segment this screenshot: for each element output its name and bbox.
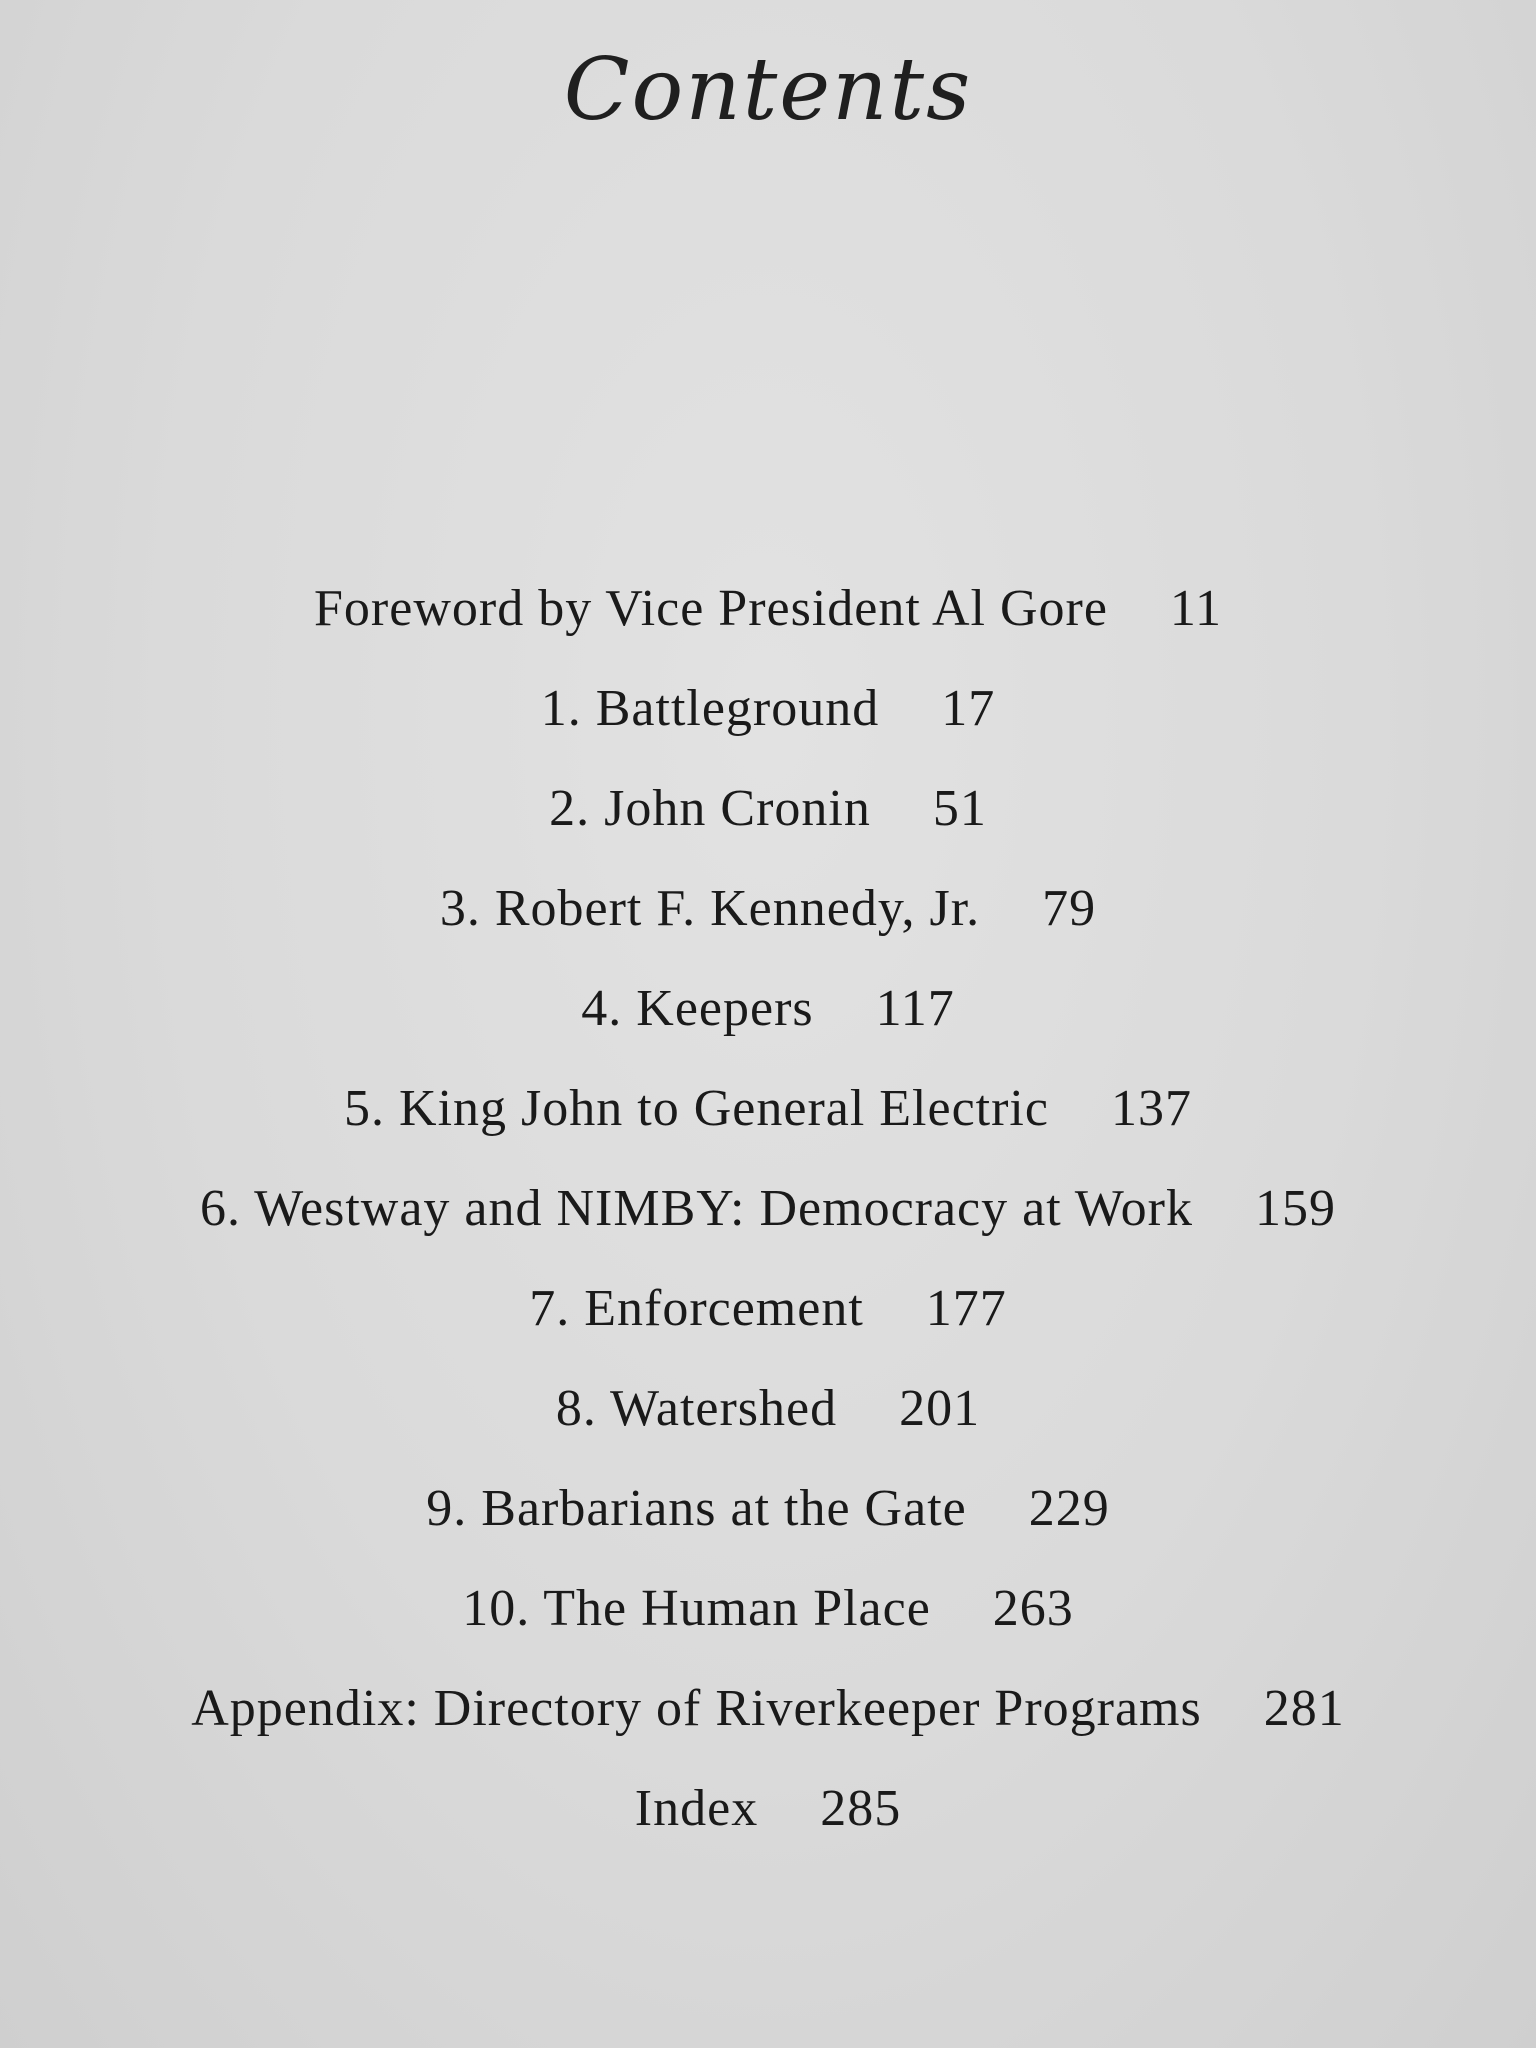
toc-entry-title: 9. Barbarians at the Gate — [426, 1479, 967, 1537]
toc-entry-page-number: 281 — [1263, 1679, 1345, 1737]
toc-entry-chapter-8 — [0, 1358, 1536, 1458]
toc-entry-title: 10. The Human Place — [462, 1579, 931, 1637]
toc-entry-page-number: 51 — [932, 779, 987, 837]
toc-entry-chapter-7 — [0, 1258, 1536, 1358]
toc-entry-page-number: 229 — [1028, 1479, 1110, 1537]
table-of-contents — [0, 558, 1536, 1858]
toc-entry-page-number: 159 — [1254, 1179, 1336, 1237]
toc-entry-chapter-5 — [0, 1058, 1536, 1158]
toc-entry-title: 5. King John to General Electric — [344, 1079, 1049, 1137]
toc-entry-page-number: 79 — [1042, 879, 1097, 937]
toc-entry-title: 8. Watershed — [555, 1379, 838, 1437]
toc-entry-page-number: 285 — [820, 1779, 902, 1837]
toc-entry-title: Index — [634, 1779, 759, 1837]
toc-entry-appendix — [0, 1658, 1536, 1758]
toc-entry-page-number: 201 — [899, 1379, 981, 1437]
toc-entry-chapter-10 — [0, 1558, 1536, 1658]
toc-entry-page-number: 177 — [925, 1279, 1007, 1337]
toc-entry-chapter-1 — [0, 658, 1536, 758]
toc-entry-foreword — [0, 558, 1536, 658]
toc-entry-page-number: 17 — [941, 679, 996, 737]
toc-entry-title: 2. John Cronin — [549, 779, 871, 837]
toc-entry-chapter-2 — [0, 758, 1536, 858]
toc-entry-title: 6. Westway and NIMBY: Democracy at Work — [200, 1179, 1193, 1237]
toc-entry-chapter-3 — [0, 858, 1536, 958]
toc-entry-index — [0, 1758, 1536, 1858]
toc-entry-page-number: 137 — [1110, 1079, 1192, 1137]
toc-entry-title: 3. Robert F. Kennedy, Jr. — [439, 879, 981, 937]
toc-entry-chapter-6 — [0, 1158, 1536, 1258]
toc-entry-title: 4. Keepers — [581, 979, 814, 1037]
toc-entry-chapter-9 — [0, 1458, 1536, 1558]
toc-entry-page-number: 11 — [1169, 579, 1222, 637]
toc-entry-title: 7. Enforcement — [529, 1279, 864, 1337]
toc-entry-page-number: 263 — [992, 1579, 1074, 1637]
toc-entry-chapter-4 — [0, 958, 1536, 1058]
page-title: Contents — [563, 40, 973, 140]
toc-entry-title: Foreword by Vice President Al Gore — [314, 579, 1108, 637]
toc-entry-page-number: 117 — [875, 979, 955, 1037]
toc-entry-title: Appendix: Directory of Riverkeeper Programs — [191, 1679, 1202, 1737]
toc-entry-title: 1. Battleground — [540, 679, 880, 737]
